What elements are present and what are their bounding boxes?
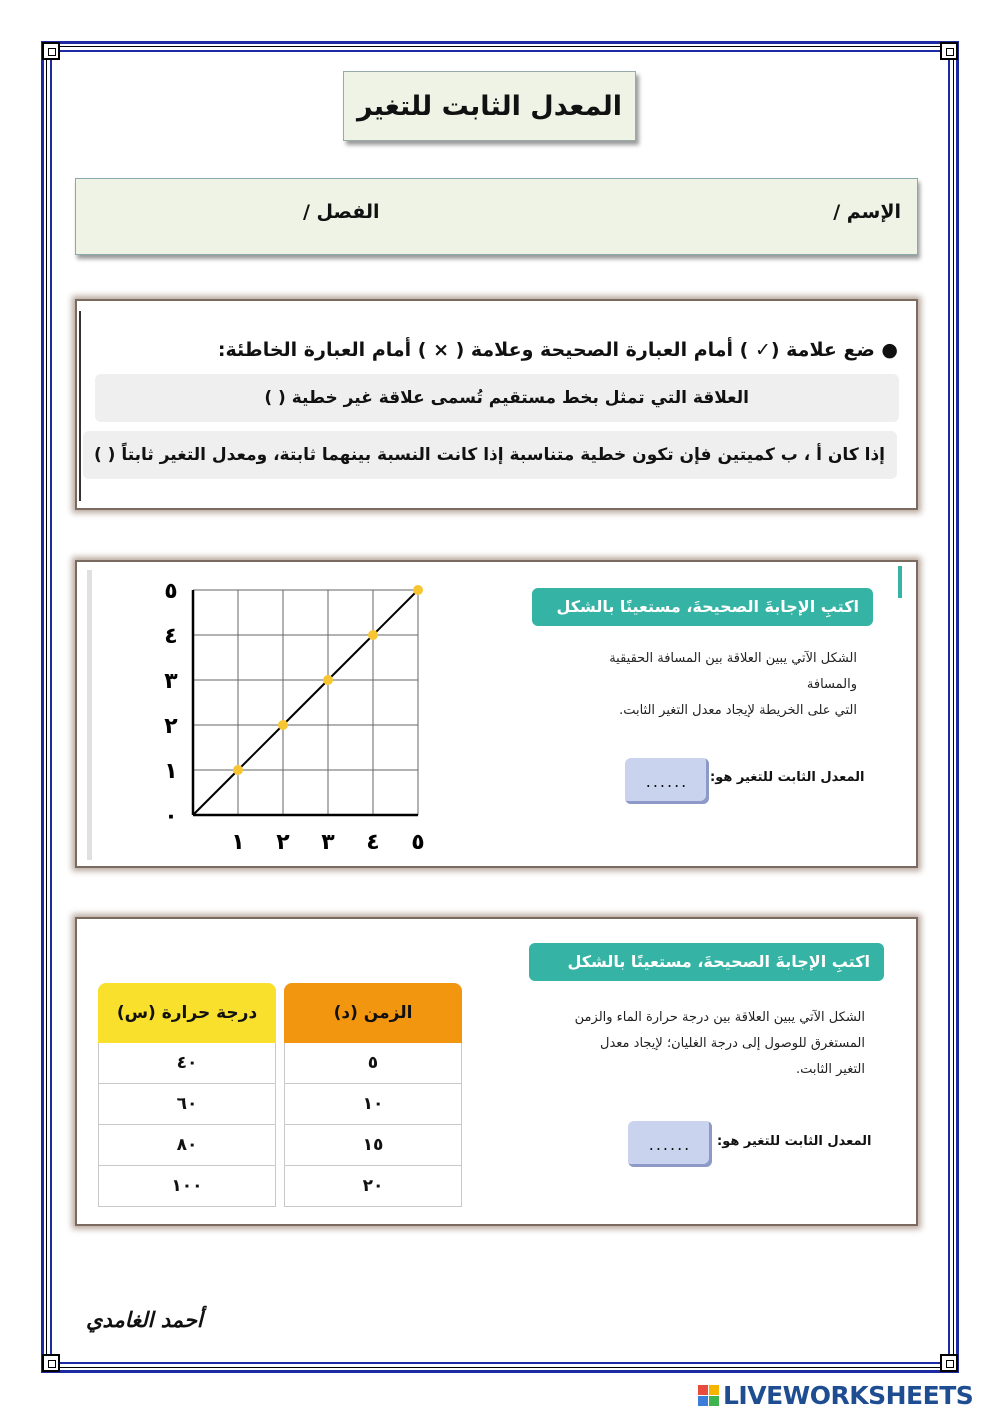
panel-side-line (79, 311, 81, 501)
frame-corner-top-left (42, 42, 60, 60)
temperature-cell: ٦٠ (98, 1084, 276, 1125)
temperature-column (98, 983, 276, 1207)
time-cell: ٥ (284, 1043, 462, 1084)
title-box (343, 71, 636, 141)
frame-corner-bottom-left (42, 1354, 60, 1372)
x-tick-label: ٤ (366, 830, 380, 855)
time-cell: ١٠ (284, 1084, 462, 1125)
liveworksheets-wordmark: LIVEWORKSHEETS (723, 1381, 974, 1410)
x-tick-label: ١ (231, 830, 245, 855)
panel-edge-shade (87, 570, 92, 860)
statement-2[interactable]: إذا كان أ ، ب كميتين فإن تكون خطية متناسبة إذا كانت النسبة بينهما ثابتة، ومعدل التغير ثابتاً ( ) (83, 431, 897, 479)
table-description-line-2: المستغرق للوصول إلى درجة الغليان؛ لإيجاد معدل (600, 1036, 865, 1051)
student-info-box (75, 178, 918, 255)
graph-description-line-1: الشكل الآتي يبين العلاقة بين المسافة الحقيقية والمسافة (609, 651, 857, 692)
table-question-panel (75, 917, 918, 1226)
data-point (233, 765, 243, 775)
graph-rate-label: المعدل الثابت للتغير هو: (710, 770, 865, 785)
statement-1[interactable]: العلاقة التي تمثل بخط مستقيم تُسمى علاقة غير خطية ( ) (95, 374, 899, 422)
table-rate-label: المعدل الثابت للتغير هو: (717, 1134, 872, 1149)
graph-question-panel (75, 560, 918, 868)
y-tick-label: ٥ (164, 582, 178, 604)
true-false-instruction: ● ضع علامة (✓ ) أمام العبارة الصحيحة وعلامة ( × ) أمام العبارة الخاطئة: (217, 339, 898, 361)
data-point (368, 630, 378, 640)
time-cell: ٢٠ (284, 1166, 462, 1207)
data-point (323, 675, 333, 685)
liveworksheets-logo (698, 1381, 973, 1410)
time-cell: ١٥ (284, 1125, 462, 1166)
frame-corner-bottom-right (940, 1354, 958, 1372)
x-tick-label: ٢ (276, 830, 290, 855)
line-chart (137, 582, 437, 862)
panel-accent-bar (898, 566, 902, 598)
author-signature: أحمد الغامدي (86, 1307, 203, 1332)
class-label: الفصل / (303, 201, 380, 223)
graph-question-description (557, 646, 857, 724)
table-description-line-1: الشكل الآتي يبين العلاقة بين درجة حرارة الماء والزمن (574, 1010, 865, 1025)
page-title: المعدل الثابت للتغير (356, 90, 623, 122)
table-description-line-3: التغير الثابت. (796, 1062, 865, 1077)
y-tick-label: ١ (164, 759, 178, 784)
temperature-cell: ٤٠ (98, 1043, 276, 1084)
temperature-cell: ٨٠ (98, 1125, 276, 1166)
frame-corner-top-right (940, 42, 958, 60)
table-question-banner: اكتبِ الإجابةَ الصحيحةَ، مستعينًا بالشكل التالي: (529, 943, 884, 981)
time-column (284, 983, 462, 1207)
temperature-header: درجة حرارة (س) (98, 983, 276, 1043)
table-answer-input[interactable]: ...... (628, 1121, 712, 1167)
data-point (413, 585, 423, 595)
graph-description-line-2: التي على الخريطة لإيجاد معدل التغير الثابت. (619, 703, 857, 718)
table-question-description (557, 1005, 865, 1083)
time-header: الزمن (د) (284, 983, 462, 1043)
y-tick-label: ٤ (164, 624, 178, 649)
true-false-panel (75, 299, 918, 510)
y-tick-label: ٢ (164, 714, 178, 739)
data-point (278, 720, 288, 730)
x-tick-label: ٣ (321, 830, 335, 855)
y-tick-label: ٣ (164, 669, 178, 694)
graph-answer-input[interactable]: ...... (625, 758, 709, 804)
temperature-cell: ١٠٠ (98, 1166, 276, 1207)
x-tick-label: ٥ (411, 830, 425, 855)
series-line (193, 590, 418, 815)
graph-question-banner: اكتبِ الإجابةَ الصحيحةَ، مستعينًا بالشكل التالي: (532, 588, 873, 626)
y-tick-label: ٠ (164, 804, 178, 829)
liveworksheets-icon (698, 1385, 719, 1406)
name-label: الإسم / (833, 201, 901, 223)
